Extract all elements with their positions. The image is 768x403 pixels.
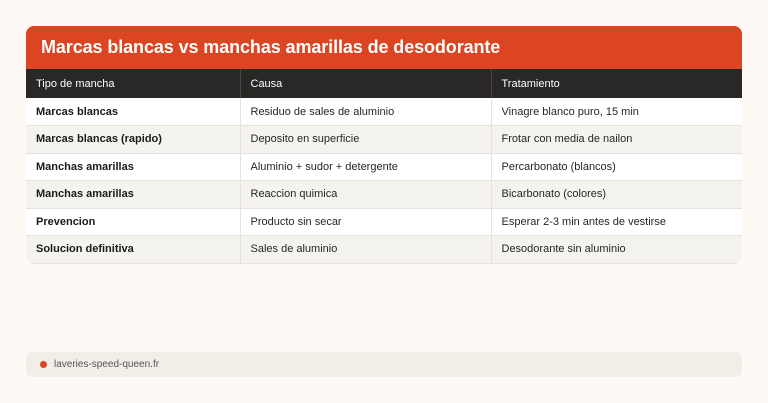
table-row — [26, 208, 742, 236]
column-header-tipo: Tipo de mancha — [26, 69, 240, 98]
footer — [26, 352, 742, 377]
cell-causa: Deposito en superficie — [240, 126, 491, 154]
column-header-causa: Causa — [240, 69, 491, 98]
title-bar — [26, 26, 742, 69]
table-header — [26, 69, 742, 98]
table-row — [26, 98, 742, 126]
column-header-tratamiento: Tratamiento — [501, 77, 560, 90]
table-row — [26, 126, 742, 154]
stain-comparison-card — [26, 26, 742, 264]
cell-causa: Aluminio + sudor + detergente — [240, 153, 491, 181]
cell-tratamiento: Esperar 2-3 min antes de vestirse — [501, 215, 666, 228]
cell-tratamiento: Percarbonato (blancos) — [501, 160, 616, 173]
page-title: Marcas blancas vs manchas amarillas de desodorante — [41, 37, 501, 57]
cell-tratamiento: Vinagre blanco puro, 15 min — [501, 105, 639, 118]
footer-site-link[interactable]: laveries-speed-queen.fr — [54, 359, 160, 370]
stain-table — [26, 69, 742, 264]
cell-causa: Producto sin secar — [240, 208, 491, 236]
table-body — [26, 98, 742, 263]
cell-tipo: Manchas amarillas — [26, 153, 240, 181]
cell-tratamiento: Bicarbonato (colores) — [501, 188, 607, 201]
table-row — [26, 236, 742, 264]
cell-tipo: Prevencion — [26, 208, 240, 236]
bullet-dot-icon — [40, 361, 47, 368]
cell-tipo: Marcas blancas (rapido) — [26, 126, 240, 154]
cell-tratamiento: Frotar con media de nailon — [501, 133, 633, 146]
cell-tipo: Solucion definitiva — [26, 236, 240, 264]
cell-tratamiento: Desodorante sin aluminio — [501, 243, 626, 256]
table-row — [26, 181, 742, 209]
cell-causa: Residuo de sales de aluminio — [240, 98, 491, 126]
header-row — [26, 69, 742, 98]
cell-causa: Reaccion quimica — [240, 181, 491, 209]
table-row — [26, 153, 742, 181]
cell-tipo: Marcas blancas — [26, 98, 240, 126]
cell-causa: Sales de aluminio — [240, 236, 491, 264]
cell-tipo: Manchas amarillas — [26, 181, 240, 209]
